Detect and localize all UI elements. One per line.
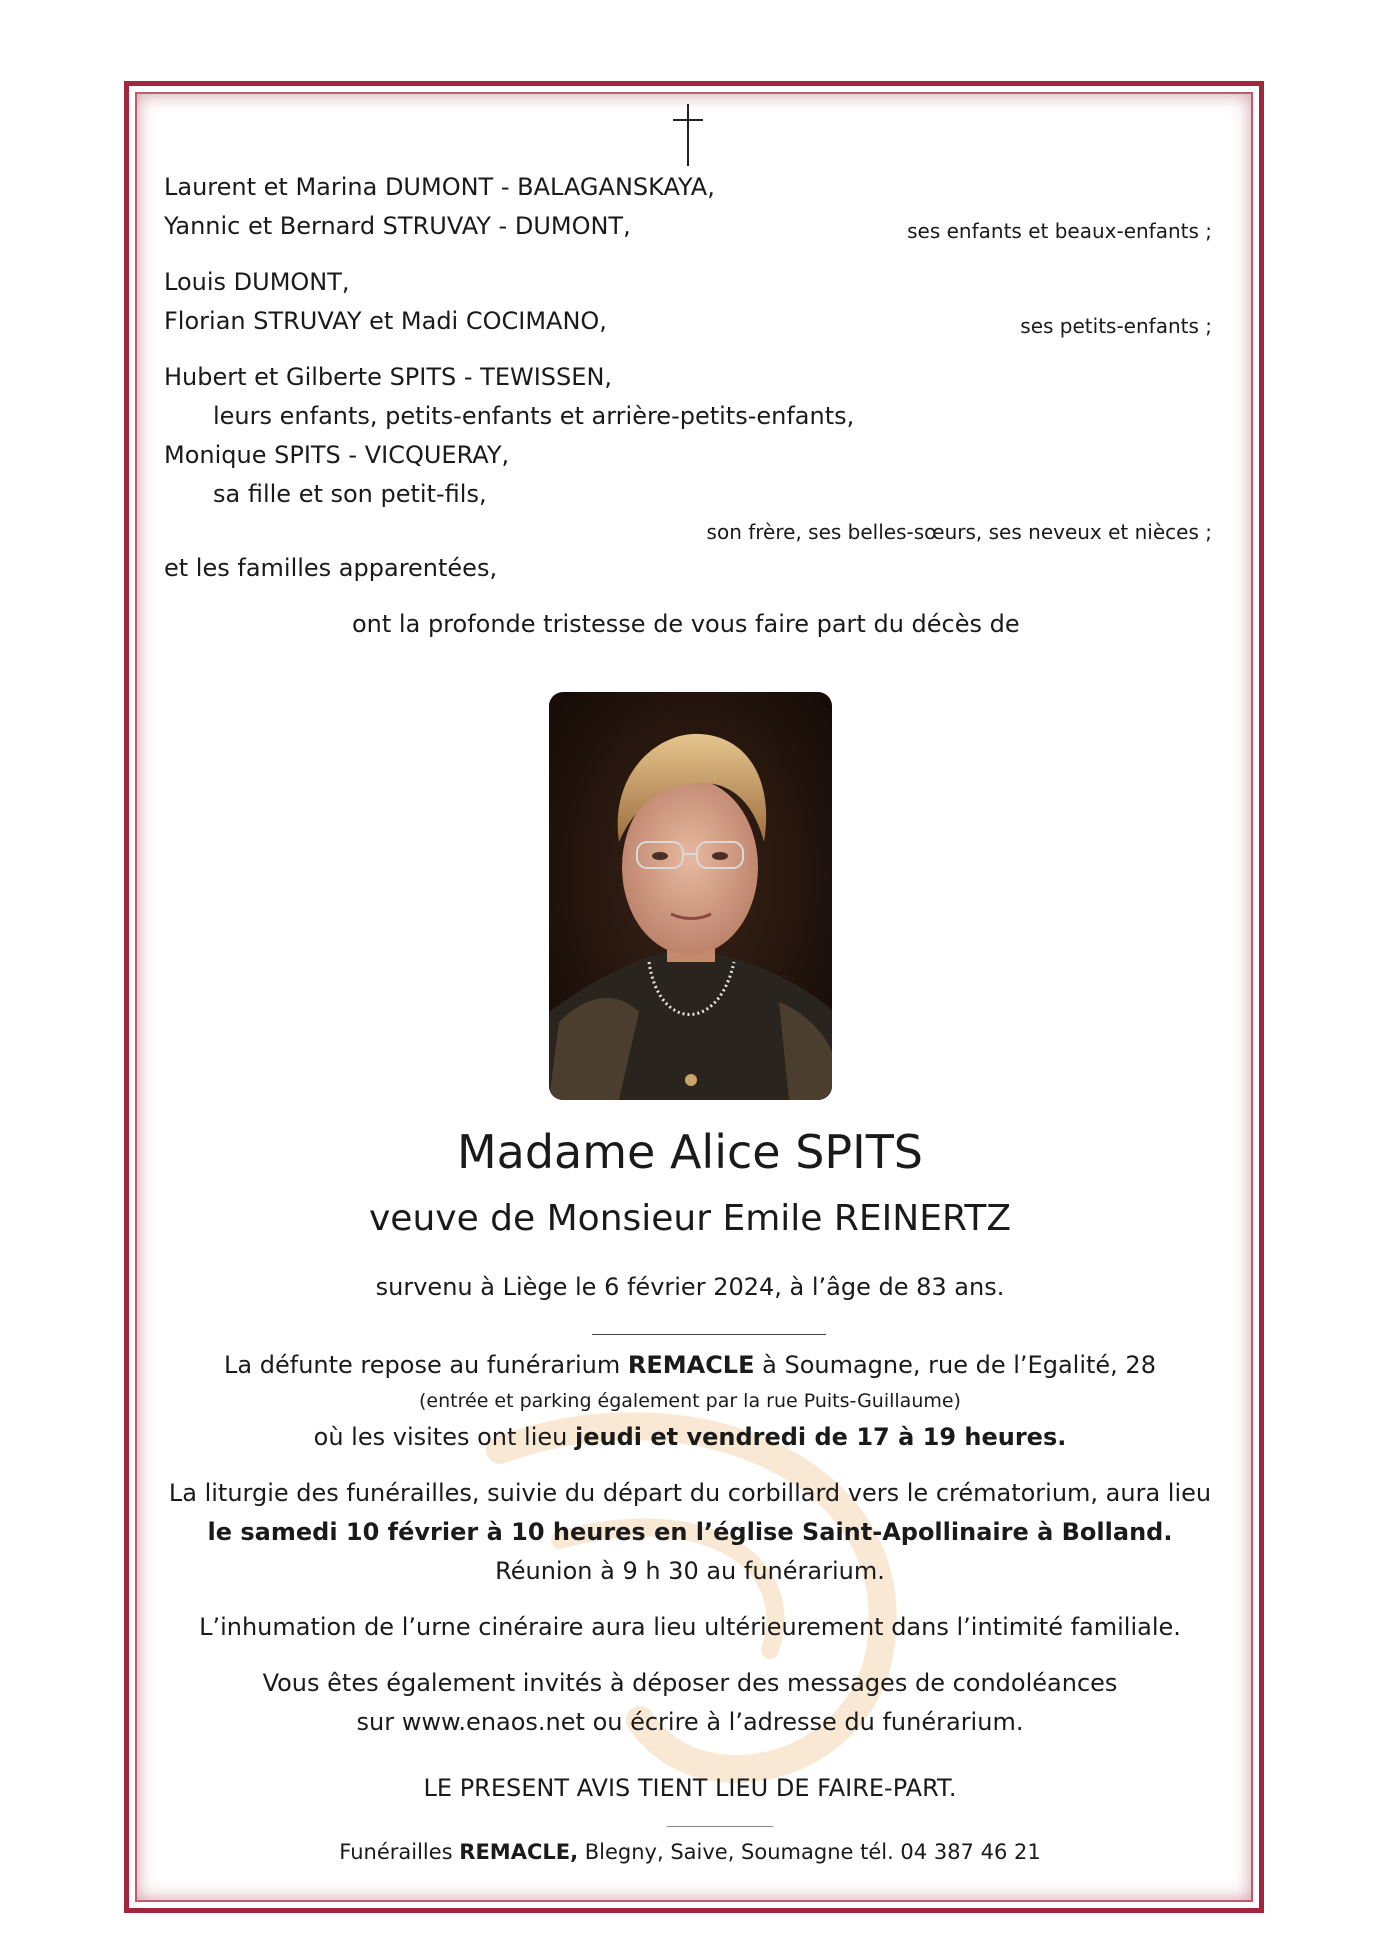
visits-hours: jeudi et vendredi de 17 à 19 heures. bbox=[574, 1423, 1067, 1451]
condolences-line-2: sur www.enaos.net ou écrire à l’adresse du funérarium. bbox=[356, 1708, 1024, 1736]
repose-text-a: La défunte repose au funérarium bbox=[224, 1351, 628, 1379]
repose-text-c: à Soumagne, rue de l’Egalité, 28 bbox=[754, 1351, 1156, 1379]
family-line-4: Florian STRUVAY et Madi COCIMANO, bbox=[164, 307, 607, 335]
portrait-photo bbox=[549, 692, 832, 1100]
family-line-3: Louis DUMONT, bbox=[164, 268, 350, 296]
role-grandchildren: ses petits-enfants ; bbox=[1020, 314, 1212, 338]
repose-line bbox=[140, 1350, 1240, 1380]
family-line-8: sa fille et son petit-fils, bbox=[213, 480, 487, 508]
family-line-5: Hubert et Gilberte SPITS - TEWISSEN, bbox=[164, 363, 613, 391]
family-line-1: Laurent et Marina DUMONT - BALAGANSKAYA, bbox=[164, 173, 715, 201]
funeral-home-name: REMACLE bbox=[627, 1351, 755, 1379]
visits-text-a: où les visites ont lieu bbox=[313, 1423, 575, 1451]
meeting-line: Réunion à 9 h 30 au funérarium. bbox=[495, 1557, 885, 1585]
announcement: ont la profonde tristesse de vous faire part du décès de bbox=[352, 610, 1020, 638]
urn-line: L’inhumation de l’urne cinéraire aura lieu ultérieurement dans l’intimité familiale. bbox=[199, 1613, 1181, 1641]
footer-text-a: Funérailles bbox=[339, 1840, 460, 1864]
footer-text-c: Blegny, Saive, Soumagne tél. 04 387 46 21 bbox=[578, 1840, 1041, 1864]
role-children: ses enfants et beaux-enfants ; bbox=[907, 219, 1212, 243]
role-siblings: son frère, ses belles-sœurs, ses neveux et nièces ; bbox=[706, 520, 1212, 544]
footer-company: REMACLE, bbox=[459, 1840, 579, 1864]
death-details: survenu à Liège le 6 février 2024, à l’âge de 83 ans. bbox=[375, 1273, 1005, 1301]
family-line-7: Monique SPITS - VICQUERAY, bbox=[164, 441, 510, 469]
footer-separator bbox=[667, 1826, 773, 1827]
condolences-line-1: Vous êtes également invités à déposer des messages de condoléances bbox=[262, 1669, 1118, 1697]
footer-line bbox=[140, 1838, 1240, 1866]
family-line-9: et les familles apparentées, bbox=[164, 554, 498, 582]
parking-note: (entrée et parking également par la rue Puits-Guillaume) bbox=[419, 1390, 961, 1412]
notice-line: LE PRESENT AVIS TIENT LIEU DE FAIRE-PART. bbox=[423, 1774, 957, 1802]
liturgy-line: La liturgie des funérailles, suivie du départ du corbillard vers le crématorium, aura lieu bbox=[168, 1479, 1212, 1507]
cross-icon bbox=[668, 102, 708, 168]
liturgy-when: le samedi 10 février à 10 heures en l’église Saint-Apollinaire à Bolland. bbox=[207, 1518, 1173, 1546]
widow-of: veuve de Monsieur Emile REINERTZ bbox=[369, 1198, 1011, 1239]
family-line-6: leurs enfants, petits-enfants et arrière-petits-enfants, bbox=[213, 402, 855, 430]
deceased-name: Madame Alice SPITS bbox=[456, 1125, 924, 1179]
visits-line bbox=[140, 1422, 1240, 1452]
separator-line bbox=[592, 1334, 826, 1335]
family-line-2: Yannic et Bernard STRUVAY - DUMONT, bbox=[164, 212, 631, 240]
